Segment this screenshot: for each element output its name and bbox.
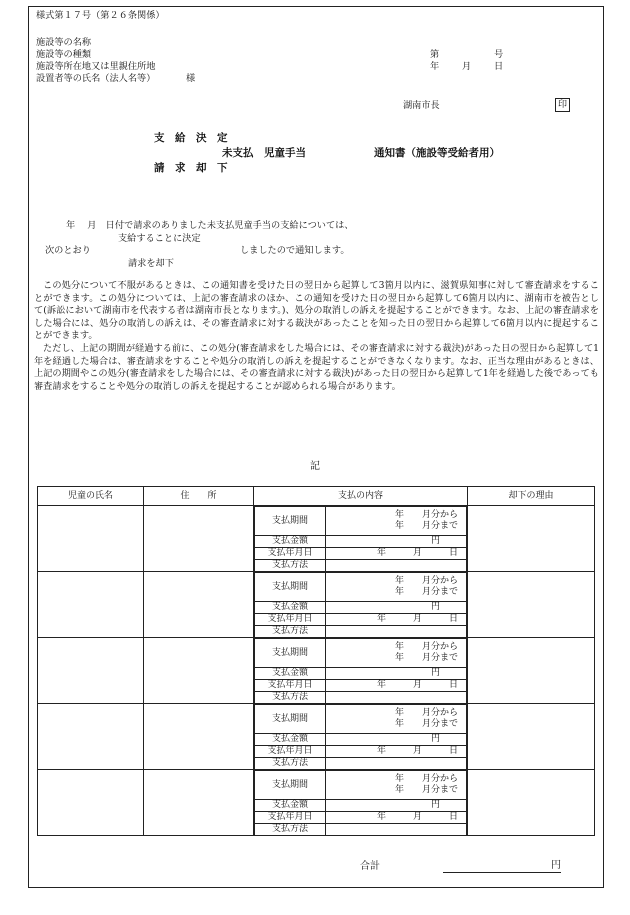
- period-value[interactable]: [326, 771, 467, 800]
- payment-method-label: 支払方法: [255, 560, 326, 572]
- period-value[interactable]: [326, 639, 467, 668]
- rejection-reason-cell[interactable]: [468, 638, 595, 704]
- payment-method-label: 支払方法: [255, 824, 326, 836]
- appeal-notice-paragraph-2: ただし、上記の期間が経過する前に、この処分(審査請求をした場合には、その審査請求に対する裁決)があった日の翌日から起算して1年を経過した場合は、審査請求をすることや処分の取消しの訴えを提起することができなくなります。なお、正当な理由があるときは、上記の期間やこの処分(審査請求をした場合には、その審査請求に対する裁決)があった日の翌日から起算して1年を経過した後であっても審査請求をすることや処分の取消しの訴えを提起することが認められる場合があります。: [34, 342, 599, 392]
- body-line-2a: 次のとおり: [45, 245, 91, 256]
- payment-date-label: 支払年月日: [255, 614, 326, 626]
- child-name-cell[interactable]: [38, 572, 144, 638]
- amount-value[interactable]: 円: [326, 536, 467, 548]
- payment-date-label: 支払年月日: [255, 680, 326, 692]
- period-from: 年 月分から: [394, 642, 458, 652]
- seal-mark: 印: [555, 98, 570, 112]
- period-from: 年 月分から: [394, 576, 458, 586]
- payment-date-label: 支払年月日: [255, 746, 326, 758]
- title-option-unpaid-allowance: 未支払 児童手当: [222, 147, 306, 159]
- payment-method-value[interactable]: [326, 626, 467, 638]
- child-name-cell[interactable]: [38, 638, 144, 704]
- payment-content-cell: [254, 704, 468, 770]
- table-row: [38, 770, 595, 836]
- amount-label: 支払金額: [255, 536, 326, 548]
- issuer-name: 湖南市長: [403, 100, 440, 111]
- payment-content-cell: [254, 770, 468, 836]
- child-name-cell[interactable]: [38, 704, 144, 770]
- address-cell[interactable]: [144, 506, 254, 572]
- address-cell[interactable]: [144, 572, 254, 638]
- ki-heading: 記: [310, 461, 320, 472]
- doc-date-month: 月: [462, 61, 472, 72]
- payment-method-value[interactable]: [326, 758, 467, 770]
- rejection-reason-cell[interactable]: [468, 704, 595, 770]
- address-cell[interactable]: [144, 770, 254, 836]
- payment-date-value[interactable]: 年 月 日: [326, 680, 467, 692]
- period-to: 年 月分まで: [394, 719, 458, 729]
- payment-date-value[interactable]: 年 月 日: [326, 548, 467, 560]
- rejection-reason-cell[interactable]: [468, 770, 595, 836]
- rejection-reason-cell[interactable]: [468, 572, 595, 638]
- total-label: 合計: [360, 861, 380, 872]
- header-address: 住 所: [144, 487, 254, 506]
- payment-content-cell: [254, 572, 468, 638]
- period-label: 支払期間: [255, 507, 326, 536]
- payment-method-label: 支払方法: [255, 692, 326, 704]
- doc-number-dai: 第: [430, 49, 440, 60]
- payment-method-value[interactable]: [326, 824, 467, 836]
- payment-date-label: 支払年月日: [255, 548, 326, 560]
- appeal-notice: [34, 280, 599, 393]
- header-child-name: 児童の氏名: [38, 487, 144, 506]
- payment-method-label: 支払方法: [255, 626, 326, 638]
- title-suffix: 通知書（施設等受給者用）: [374, 147, 500, 159]
- total-yen: 円: [551, 860, 561, 871]
- period-value[interactable]: [326, 573, 467, 602]
- body-line-1: 年 月 日付で請求のありました未支払児童手当の支給については、: [66, 220, 354, 231]
- table-row: [38, 506, 595, 572]
- payment-table: [37, 486, 595, 836]
- appeal-notice-paragraph-1: この処分について不服があるときは、この通知書を受けた日の翌日から起算して3箇月以内に、滋賀県知事に対して審査請求をすることができます。この処分については、上記の審査請求のほか、この通知を受けた日の翌日から起算して6箇月以内に、湖南市を被告として(訴訟において湖南市を代表する者は湖南市長となります。)、処分の取消しの訴えを提起することができます。なお、上記の審査請求をした場合には、処分の取消しの訴えは、その審査請求に対する裁決があったことを知った日の翌日から起算して6箇月以内に提起することができます。: [34, 280, 599, 342]
- period-label: 支払期間: [255, 639, 326, 668]
- payment-method-value[interactable]: [326, 560, 467, 572]
- amount-value[interactable]: 円: [326, 734, 467, 746]
- period-from: 年 月分から: [394, 510, 458, 520]
- body-choice-grant: 支給することに決定: [118, 233, 201, 244]
- period-from: 年 月分から: [394, 774, 458, 784]
- amount-label: 支払金額: [255, 734, 326, 746]
- table-header-row: [38, 487, 595, 506]
- body-choice-reject: 請求を却下: [128, 258, 174, 269]
- amount-label: 支払金額: [255, 800, 326, 812]
- operator-name-label: 設置者等の氏名（法人名等）: [36, 73, 156, 84]
- period-label: 支払期間: [255, 771, 326, 800]
- honorific: 様: [186, 73, 196, 84]
- amount-value[interactable]: 円: [326, 602, 467, 614]
- amount-value[interactable]: 円: [326, 800, 467, 812]
- payment-date-value[interactable]: 年 月 日: [326, 812, 467, 824]
- payment-content-cell: [254, 506, 468, 572]
- payment-method-label: 支払方法: [255, 758, 326, 770]
- doc-date-year: 年: [430, 61, 440, 72]
- title-option-rejection: 請 求 却 下: [154, 162, 228, 174]
- amount-label: 支払金額: [255, 668, 326, 680]
- title-option-decision: 支 給 決 定: [154, 132, 228, 144]
- header-payment-content: 支払の内容: [254, 487, 468, 506]
- total-underline: [443, 872, 561, 873]
- period-label: 支払期間: [255, 705, 326, 734]
- payment-method-value[interactable]: [326, 692, 467, 704]
- period-from: 年 月分から: [394, 708, 458, 718]
- payment-content-cell: [254, 638, 468, 704]
- doc-number-go: 号: [494, 49, 504, 60]
- payment-date-label: 支払年月日: [255, 812, 326, 824]
- facility-name-label: 施設等の名称: [36, 37, 92, 48]
- table-row: [38, 572, 595, 638]
- facility-type-label: 施設等の種類: [36, 49, 92, 60]
- body-line-2b: しましたので通知します。: [240, 245, 350, 256]
- address-cell[interactable]: [144, 704, 254, 770]
- payment-date-value[interactable]: 年 月 日: [326, 746, 467, 758]
- period-to: 年 月分まで: [394, 653, 458, 663]
- payment-date-value[interactable]: 年 月 日: [326, 614, 467, 626]
- facility-address-label: 施設等所在地又は里親住所地: [36, 61, 156, 72]
- form-number: 様式第１７号（第２６条関係）: [36, 10, 165, 21]
- period-to: 年 月分まで: [394, 785, 458, 795]
- period-to: 年 月分まで: [394, 521, 458, 531]
- amount-value[interactable]: 円: [326, 668, 467, 680]
- address-cell[interactable]: [144, 638, 254, 704]
- period-value[interactable]: [326, 705, 467, 734]
- child-name-cell[interactable]: [38, 506, 144, 572]
- doc-date-day: 日: [494, 61, 504, 72]
- table-row: [38, 704, 595, 770]
- table-row: [38, 638, 595, 704]
- period-to: 年 月分まで: [394, 587, 458, 597]
- rejection-reason-cell[interactable]: [468, 506, 595, 572]
- period-label: 支払期間: [255, 573, 326, 602]
- header-rejection-reason: 却下の理由: [468, 487, 595, 506]
- amount-label: 支払金額: [255, 602, 326, 614]
- period-value[interactable]: [326, 507, 467, 536]
- child-name-cell[interactable]: [38, 770, 144, 836]
